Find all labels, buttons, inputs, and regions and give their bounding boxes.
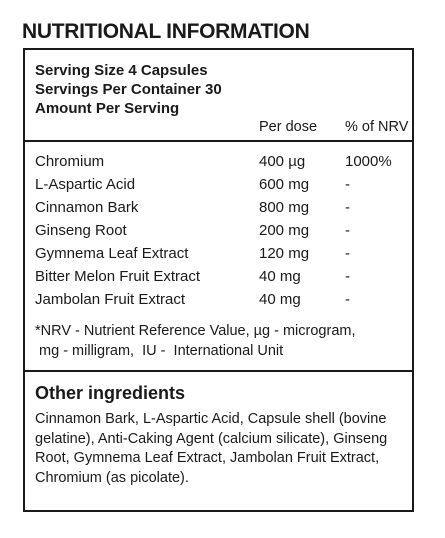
nutrition-panel (23, 48, 414, 512)
page-title: NUTRITIONAL INFORMATION (22, 20, 310, 43)
serving-info-section (25, 50, 412, 142)
nutrient-name: Bitter Melon Fruit Extract (35, 268, 201, 285)
nrv-footnote (35, 321, 407, 361)
other-ingredients-text: Cinnamon Bark, L-Aspartic Acid, Capsule shell (bovine gelatine), Anti-Caking Agent (calcium silicate), Ginseng Root, Gymnema Leaf Extract, Jambolan Fruit Extract, Chromium (as picolate). (35, 411, 388, 486)
nutrient-row (35, 291, 412, 314)
nutrient-dose: 120 mg (259, 245, 310, 262)
nutrient-dose: 800 mg (259, 199, 310, 216)
servings-per-container: Servings Per Container 30 (35, 81, 222, 98)
nutrient-name: Ginseng Root (35, 222, 127, 239)
nutrient-dose: 600 mg (259, 176, 310, 193)
nutrient-row (35, 222, 412, 245)
nutrient-dose: 40 mg (259, 291, 301, 308)
nutrient-row (35, 153, 412, 176)
nutrient-row (35, 268, 412, 291)
serving-header (35, 61, 222, 118)
amount-per-serving: Amount Per Serving (35, 100, 180, 117)
nutrient-name: Jambolan Fruit Extract (35, 291, 186, 308)
nutrient-row (35, 245, 412, 268)
nutrient-nrv: - (345, 268, 350, 285)
nutrient-nrv: 1000% (345, 153, 392, 170)
nutrient-nrv: - (345, 222, 350, 239)
nutrient-name: Gymnema Leaf Extract (35, 245, 189, 262)
footnote-line: *NRV - Nutrient Reference Value, µg - microgram, (35, 323, 356, 339)
nutrient-nrv: - (345, 199, 350, 216)
nutrient-name: Cinnamon Bark (35, 199, 139, 216)
nrv-column-header: % of NRV (345, 119, 409, 135)
nutrient-nrv: - (345, 245, 350, 262)
nutrient-dose: 400 µg (259, 153, 306, 170)
per-dose-column-header: Per dose (259, 119, 318, 135)
nutrient-row (35, 176, 412, 199)
footnote-line: mg - milligram, IU - International Unit (35, 343, 284, 359)
other-ingredients-title: Other ingredients (35, 383, 186, 403)
other-ingredients-section (25, 370, 412, 510)
nutrient-dose: 40 mg (259, 268, 301, 285)
nutrient-name: L-Aspartic Acid (35, 176, 136, 193)
nutrient-nrv: - (345, 291, 350, 308)
nutrient-nrv: - (345, 176, 350, 193)
nrv-footnote-section (25, 314, 412, 372)
nutrient-name: Chromium (35, 153, 105, 170)
nutrient-row (35, 199, 412, 222)
nutrient-dose: 200 mg (259, 222, 310, 239)
serving-size: Serving Size 4 Capsules (35, 62, 208, 79)
